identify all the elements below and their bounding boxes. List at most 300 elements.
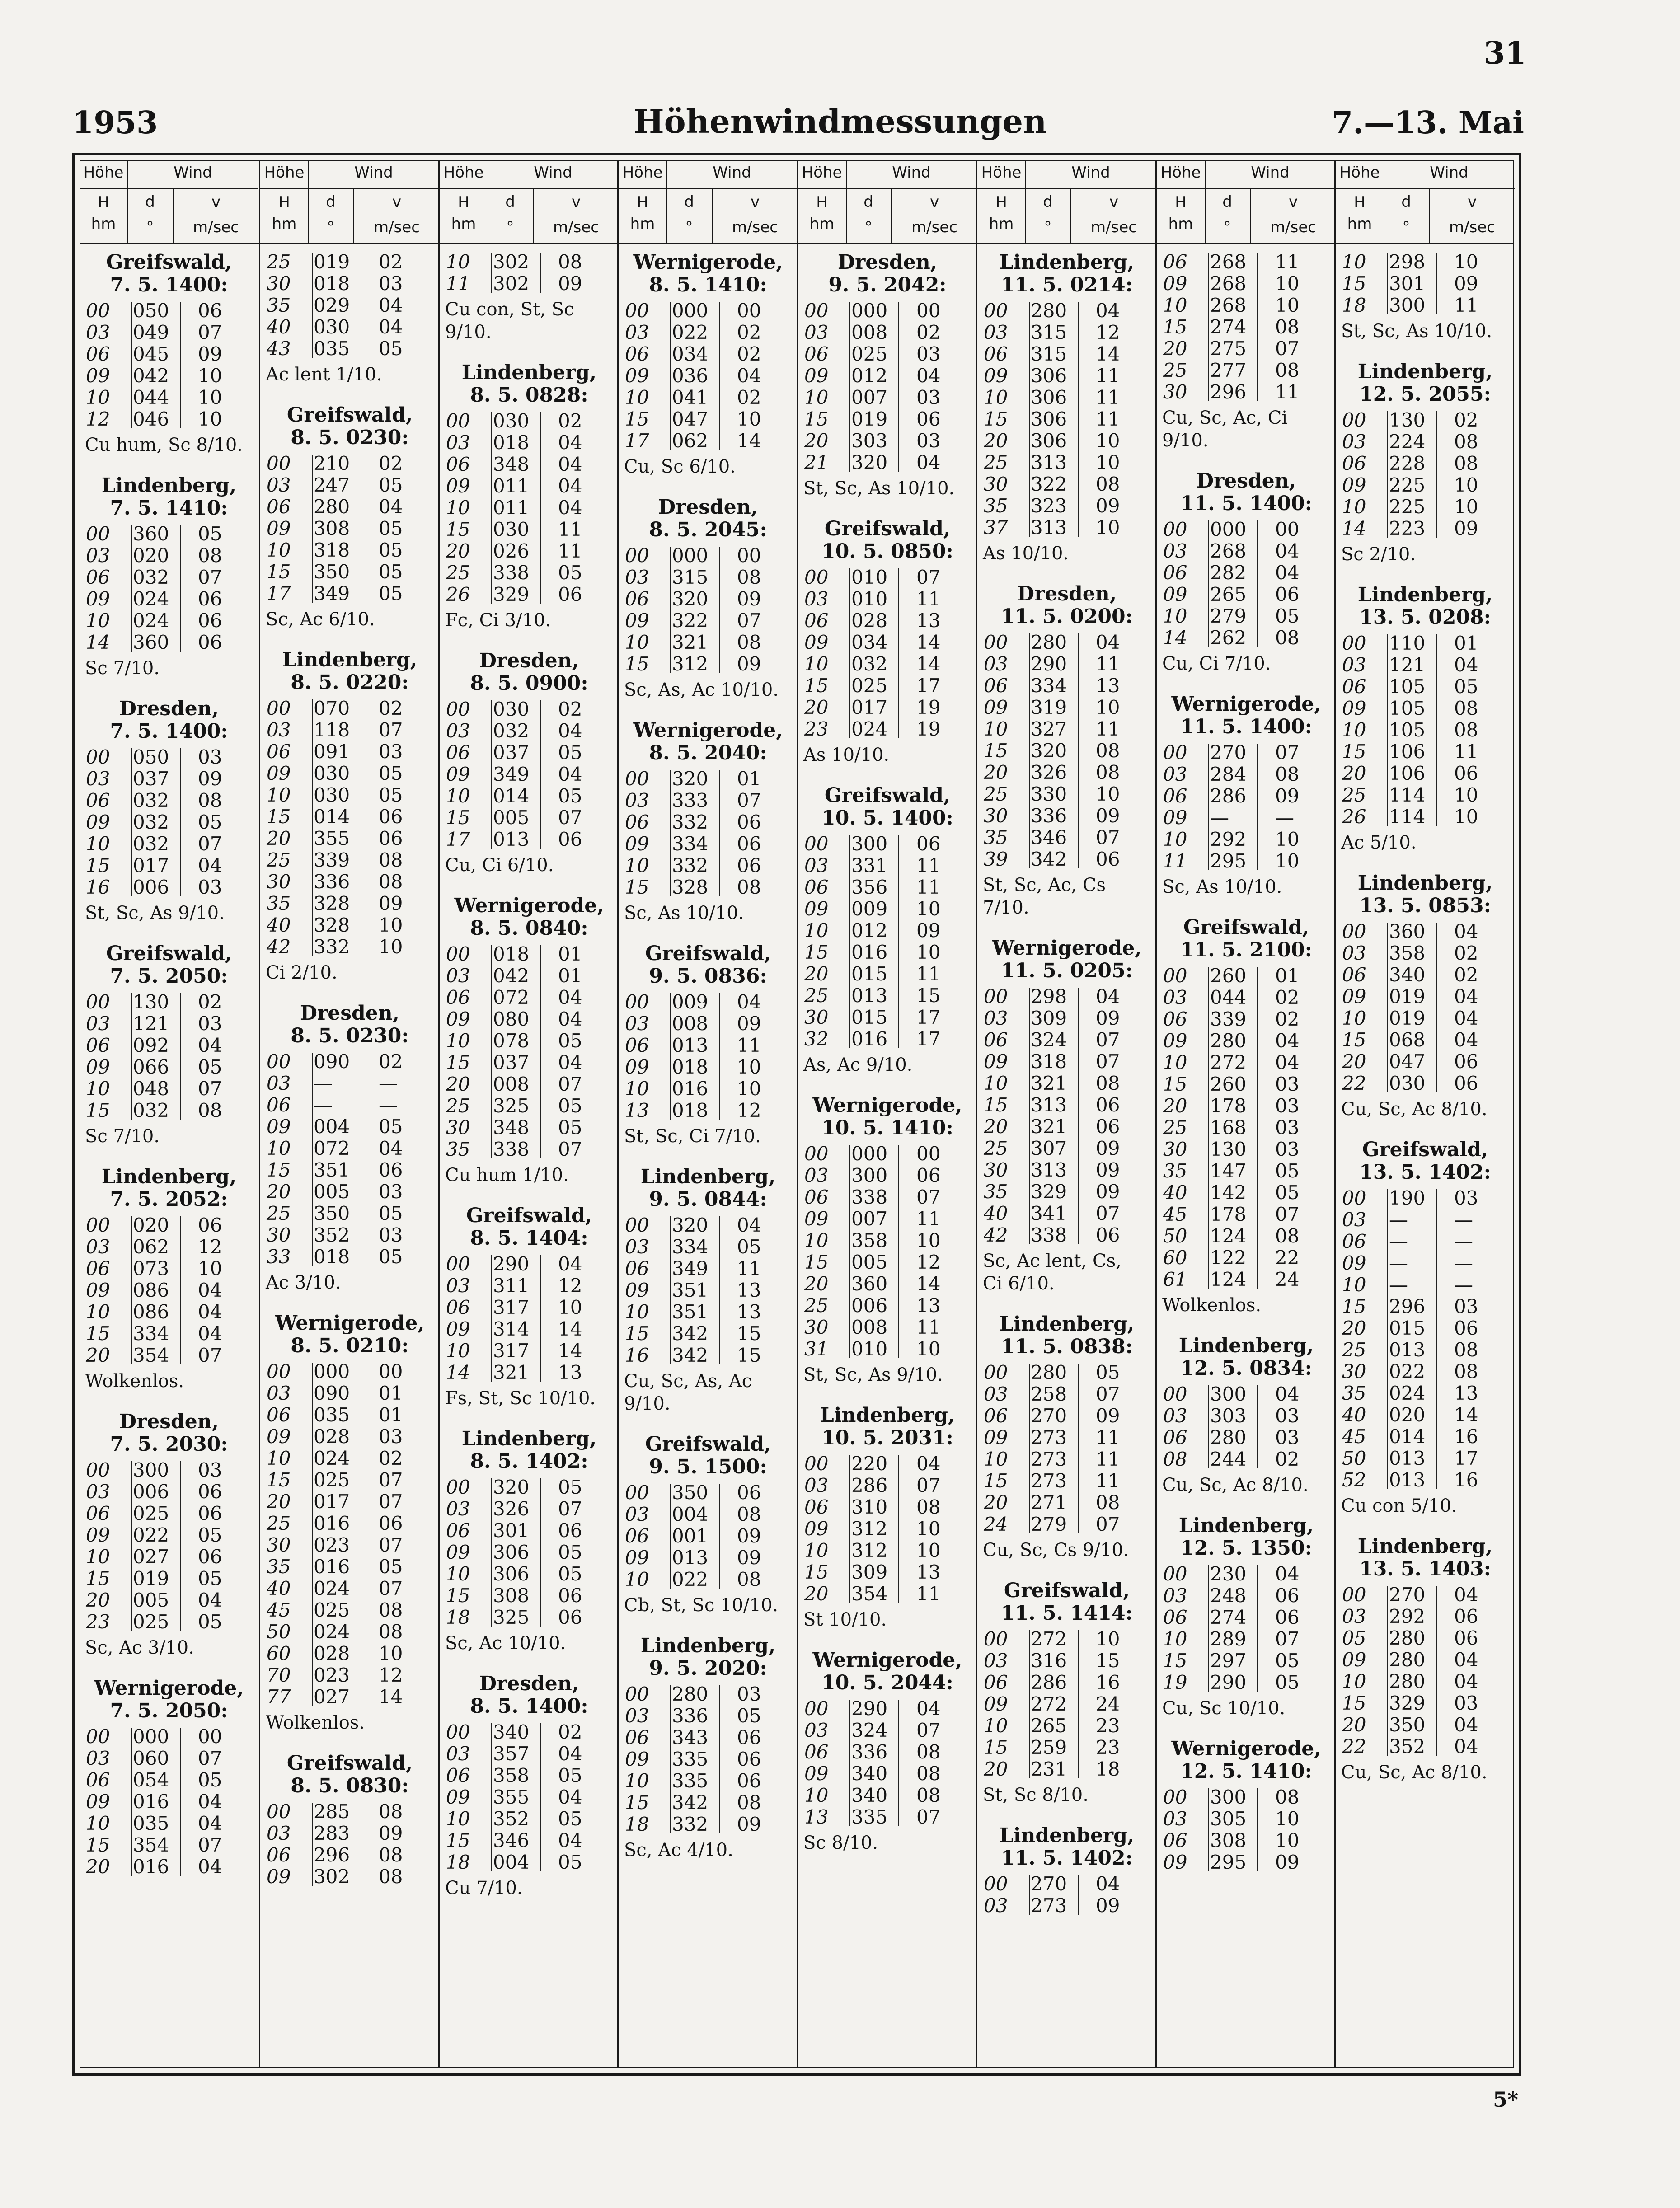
header-v: v bbox=[1109, 193, 1119, 211]
direction-cell: 020 bbox=[133, 1214, 169, 1236]
table-row bbox=[1336, 453, 1515, 474]
station-name: Wernigerode, bbox=[633, 251, 783, 274]
speed-cell: 06 bbox=[198, 588, 222, 610]
table-row bbox=[977, 1008, 1156, 1029]
speed-cell: — bbox=[1454, 1274, 1473, 1296]
table-row bbox=[798, 1165, 977, 1186]
table-row bbox=[619, 1727, 798, 1749]
table-row bbox=[1157, 987, 1336, 1008]
speed-cell: 04 bbox=[198, 1791, 222, 1813]
speed-cell: 06 bbox=[737, 854, 761, 877]
direction-cell: 339 bbox=[314, 849, 350, 871]
table-row bbox=[260, 1051, 439, 1073]
table-row bbox=[619, 1301, 798, 1323]
table-row bbox=[260, 871, 439, 893]
header-h: H bbox=[98, 193, 109, 211]
height-cell: 06 bbox=[804, 343, 829, 365]
direction-cell: 047 bbox=[672, 408, 709, 430]
height-cell: 03 bbox=[984, 1007, 1008, 1029]
row-divider bbox=[670, 770, 671, 896]
height-cell: 25 bbox=[267, 251, 291, 273]
row-divider bbox=[131, 993, 132, 1120]
height-cell: 40 bbox=[1342, 1404, 1366, 1426]
direction-cell: 259 bbox=[1031, 1736, 1067, 1758]
height-cell: 09 bbox=[267, 1866, 291, 1888]
height-cell: 00 bbox=[1163, 965, 1187, 987]
station-block bbox=[798, 1649, 977, 1853]
speed-cell: 05 bbox=[737, 1236, 761, 1258]
table-row bbox=[977, 1073, 1156, 1094]
direction-cell: 224 bbox=[1389, 431, 1426, 453]
table-row bbox=[440, 1808, 619, 1830]
header-wind: Wind bbox=[1071, 164, 1110, 182]
speed-cell: 08 bbox=[916, 1496, 941, 1518]
station-date-time: 8. 5. 0230: bbox=[291, 426, 409, 449]
direction-cell: 270 bbox=[1031, 1405, 1067, 1427]
height-cell: 03 bbox=[267, 719, 291, 741]
cloud-note: Sc, As 10/10. bbox=[624, 903, 744, 924]
speed-cell: 04 bbox=[1454, 1029, 1478, 1051]
row-divider bbox=[1208, 253, 1209, 401]
direction-cell: 306 bbox=[1031, 408, 1067, 430]
height-cell: 15 bbox=[86, 854, 110, 877]
cloud-note: Wolkenlos. bbox=[1162, 1295, 1262, 1316]
direction-cell: 022 bbox=[1389, 1360, 1426, 1383]
speed-cell: 02 bbox=[916, 321, 941, 343]
row-divider bbox=[719, 547, 720, 673]
table-row bbox=[977, 805, 1156, 827]
speed-cell: 10 bbox=[916, 1338, 941, 1360]
direction-cell: 333 bbox=[672, 789, 709, 811]
height-cell: 30 bbox=[446, 1116, 470, 1139]
direction-cell: 023 bbox=[314, 1534, 350, 1556]
direction-cell: 019 bbox=[1389, 1007, 1426, 1029]
speed-cell: 09 bbox=[1096, 1894, 1120, 1917]
height-cell: 10 bbox=[625, 1301, 649, 1323]
table-row bbox=[798, 632, 977, 653]
table-row bbox=[260, 295, 439, 316]
speed-cell: 15 bbox=[916, 984, 941, 1007]
height-cell: 03 bbox=[267, 474, 291, 496]
speed-cell: 08 bbox=[1275, 1225, 1300, 1247]
height-cell: 09 bbox=[984, 696, 1008, 718]
height-cell: 03 bbox=[625, 1236, 649, 1258]
speed-cell: 09 bbox=[737, 588, 761, 610]
direction-cell: 047 bbox=[1389, 1050, 1426, 1073]
speed-cell: 08 bbox=[1454, 719, 1478, 741]
direction-cell: 178 bbox=[1210, 1095, 1247, 1117]
row-divider bbox=[180, 993, 181, 1120]
direction-cell: 328 bbox=[314, 914, 350, 936]
speed-cell: 10 bbox=[1454, 251, 1478, 273]
header-h: H bbox=[1354, 193, 1366, 211]
cloud-note: Cu, Sc, Ac 8/10. bbox=[1162, 1475, 1309, 1495]
direction-cell: 019 bbox=[133, 1567, 169, 1589]
station-date-time: 7. 5. 1410: bbox=[110, 497, 228, 520]
table-row bbox=[1157, 1074, 1336, 1095]
speed-cell: 12 bbox=[558, 1275, 582, 1297]
station-name: Greifswald, bbox=[286, 1752, 413, 1775]
height-cell: 10 bbox=[86, 1078, 110, 1100]
table-row bbox=[1336, 295, 1515, 316]
height-cell: 10 bbox=[1163, 1051, 1187, 1074]
header-v: v bbox=[211, 193, 221, 211]
height-cell: 03 bbox=[804, 854, 829, 877]
station-date-time: 7. 5. 2052: bbox=[110, 1188, 228, 1211]
direction-cell: 014 bbox=[1389, 1425, 1426, 1448]
cloud-note: Cu, Sc 6/10. bbox=[624, 456, 736, 477]
height-cell: 15 bbox=[86, 1099, 110, 1121]
speed-cell: 04 bbox=[198, 1812, 222, 1834]
height-cell: 00 bbox=[1163, 741, 1187, 764]
direction-cell: 332 bbox=[672, 811, 709, 833]
table-row bbox=[1157, 1449, 1336, 1470]
height-cell: 06 bbox=[1342, 452, 1366, 474]
speed-cell: 01 bbox=[379, 1382, 403, 1404]
direction-cell: 248 bbox=[1210, 1585, 1247, 1607]
table-row bbox=[619, 1547, 798, 1569]
speed-cell: 11 bbox=[916, 854, 941, 877]
height-cell: 30 bbox=[984, 1159, 1008, 1181]
speed-cell: 06 bbox=[916, 1164, 941, 1186]
speed-cell: 03 bbox=[379, 1224, 403, 1246]
direction-cell: 045 bbox=[133, 343, 169, 365]
station-block bbox=[798, 1094, 977, 1385]
station-block bbox=[80, 251, 258, 455]
station-name: Greifswald, bbox=[106, 942, 232, 965]
height-cell: 09 bbox=[984, 365, 1008, 387]
table-row bbox=[80, 1834, 258, 1856]
table-row bbox=[440, 1253, 619, 1275]
direction-cell: 322 bbox=[1031, 473, 1067, 495]
direction-cell: 019 bbox=[314, 251, 350, 273]
speed-cell: 07 bbox=[198, 566, 222, 588]
row-divider bbox=[670, 302, 671, 450]
row-divider bbox=[312, 1363, 313, 1706]
height-cell: 15 bbox=[86, 1567, 110, 1589]
table-row bbox=[260, 561, 439, 583]
speed-cell: 10 bbox=[1454, 474, 1478, 496]
speed-cell: 05 bbox=[379, 1246, 403, 1268]
speed-cell: 06 bbox=[558, 1585, 582, 1607]
table-row bbox=[619, 588, 798, 610]
table-row bbox=[80, 790, 258, 811]
direction-cell: 247 bbox=[314, 474, 350, 496]
speed-cell: 11 bbox=[1096, 1470, 1120, 1492]
direction-cell: 292 bbox=[1210, 828, 1247, 850]
station-block bbox=[440, 1427, 619, 1654]
speed-cell: 04 bbox=[1454, 1007, 1478, 1029]
speed-cell: 08 bbox=[379, 849, 403, 871]
cloud-note: Cu, Sc, As, Ac 9/10. bbox=[624, 1371, 752, 1414]
table-row bbox=[977, 1094, 1156, 1116]
height-cell: 09 bbox=[804, 1518, 829, 1540]
row-divider bbox=[491, 700, 492, 849]
height-cell: 35 bbox=[984, 1181, 1008, 1203]
table-row bbox=[1336, 251, 1515, 273]
station-date-time: 8. 5. 1400: bbox=[470, 1695, 588, 1718]
header-d: d bbox=[326, 193, 336, 211]
station-date-time: 7. 5. 1400: bbox=[110, 720, 228, 743]
speed-cell: 11 bbox=[1454, 294, 1478, 316]
speed-cell: 06 bbox=[198, 1481, 222, 1503]
height-cell: 26 bbox=[1342, 806, 1366, 828]
header-h: H bbox=[637, 193, 648, 211]
height-cell: 23 bbox=[86, 1611, 110, 1633]
height-cell: 03 bbox=[1163, 540, 1187, 562]
height-cell: 00 bbox=[1342, 920, 1366, 942]
speed-cell: 10 bbox=[1275, 294, 1300, 316]
height-cell: 09 bbox=[804, 898, 829, 920]
table-row bbox=[798, 985, 977, 1007]
station-block bbox=[1157, 1514, 1336, 1719]
speed-cell: 03 bbox=[198, 1013, 222, 1035]
direction-cell: 013 bbox=[1389, 1447, 1426, 1469]
direction-cell: — bbox=[1210, 806, 1229, 829]
speed-cell: 01 bbox=[737, 768, 761, 790]
table-row bbox=[798, 675, 977, 697]
table-row bbox=[977, 322, 1156, 343]
height-cell: 40 bbox=[267, 914, 291, 936]
cloud-note: Sc, Ac lent, Cs, Ci 6/10. bbox=[983, 1251, 1122, 1294]
table-row bbox=[1336, 1187, 1515, 1209]
height-cell: 20 bbox=[1342, 1050, 1366, 1073]
height-cell: 03 bbox=[86, 321, 110, 343]
direction-cell: 277 bbox=[1210, 359, 1247, 381]
speed-cell: 11 bbox=[1096, 718, 1120, 740]
height-cell: 10 bbox=[804, 386, 829, 408]
speed-cell: 02 bbox=[1275, 986, 1300, 1008]
speed-cell: 03 bbox=[379, 1181, 403, 1203]
direction-cell: 300 bbox=[133, 1459, 169, 1481]
table-row bbox=[260, 1116, 439, 1138]
table-row bbox=[619, 1770, 798, 1792]
table-row bbox=[977, 697, 1156, 718]
direction-cell: 106 bbox=[1389, 762, 1426, 784]
row-divider bbox=[1029, 1364, 1030, 1533]
table-row bbox=[1157, 1808, 1336, 1830]
speed-cell: 07 bbox=[558, 806, 582, 829]
height-cell: 03 bbox=[446, 1498, 470, 1520]
speed-cell: 08 bbox=[379, 1599, 403, 1621]
direction-cell: 042 bbox=[133, 365, 169, 387]
height-cell: 20 bbox=[984, 1491, 1008, 1514]
direction-cell: 350 bbox=[314, 561, 350, 583]
table-row bbox=[80, 408, 258, 430]
height-cell: 20 bbox=[446, 540, 470, 562]
height-cell: 03 bbox=[1163, 1585, 1187, 1607]
direction-cell: — bbox=[314, 1094, 333, 1116]
direction-cell: 320 bbox=[672, 1214, 709, 1236]
table-row bbox=[80, 1280, 258, 1301]
table-row bbox=[798, 1583, 977, 1605]
height-cell: 10 bbox=[267, 539, 291, 561]
direction-cell: 275 bbox=[1210, 338, 1247, 360]
direction-cell: 341 bbox=[1031, 1202, 1067, 1224]
row-divider bbox=[491, 412, 492, 604]
station-date-time: 9. 5. 0836: bbox=[649, 965, 767, 988]
height-cell: 09 bbox=[1163, 806, 1187, 829]
height-cell: 77 bbox=[267, 1686, 291, 1708]
height-cell: 09 bbox=[1342, 1649, 1366, 1671]
speed-cell: 07 bbox=[916, 566, 941, 588]
column-header bbox=[80, 160, 258, 243]
height-cell: 17 bbox=[446, 828, 470, 850]
station-name: Wernigerode, bbox=[1171, 693, 1321, 716]
height-cell: 03 bbox=[625, 1503, 649, 1525]
table-row bbox=[977, 408, 1156, 430]
direction-cell: 034 bbox=[672, 343, 709, 365]
direction-cell: 016 bbox=[851, 941, 888, 963]
speed-cell: 04 bbox=[379, 316, 403, 338]
height-cell: 13 bbox=[804, 1806, 829, 1828]
table-row bbox=[977, 1138, 1156, 1159]
table-row bbox=[798, 1496, 977, 1518]
direction-cell: 290 bbox=[1031, 653, 1067, 675]
row-divider bbox=[540, 700, 541, 849]
direction-cell: 105 bbox=[1389, 719, 1426, 741]
height-cell: 30 bbox=[267, 272, 291, 295]
row-divider bbox=[180, 1728, 181, 1876]
speed-cell: 11 bbox=[558, 540, 582, 562]
height-cell: 10 bbox=[86, 1301, 110, 1323]
height-cell: 25 bbox=[267, 1202, 291, 1224]
height-cell: 40 bbox=[984, 1202, 1008, 1224]
table-row bbox=[977, 1159, 1156, 1181]
direction-cell: 326 bbox=[1031, 761, 1067, 783]
page-footer-mark: 5* bbox=[1492, 2087, 1518, 2112]
table-row bbox=[977, 718, 1156, 740]
row-divider bbox=[491, 1723, 492, 1871]
speed-cell: 07 bbox=[1096, 1202, 1120, 1224]
row-divider bbox=[849, 1455, 850, 1603]
direction-cell: 035 bbox=[314, 338, 350, 360]
direction-cell: 280 bbox=[1031, 300, 1067, 322]
direction-cell: 320 bbox=[493, 1476, 530, 1498]
speed-cell: 09 bbox=[737, 1013, 761, 1035]
station-date-time: 12. 5. 1410: bbox=[1180, 1760, 1312, 1783]
speed-cell: 04 bbox=[558, 1743, 582, 1765]
station-name: Lindenberg, bbox=[640, 1634, 776, 1657]
height-cell: 06 bbox=[446, 1764, 470, 1786]
height-cell: 30 bbox=[804, 1006, 829, 1028]
row-divider bbox=[1436, 1189, 1437, 1489]
table-row bbox=[619, 1683, 798, 1705]
height-cell: 03 bbox=[984, 1383, 1008, 1405]
speed-cell: 04 bbox=[558, 1829, 582, 1852]
direction-cell: 300 bbox=[851, 833, 888, 855]
speed-cell: 07 bbox=[198, 321, 222, 343]
speed-cell: 02 bbox=[379, 1050, 403, 1073]
speed-cell: 10 bbox=[737, 1056, 761, 1078]
speed-cell: 05 bbox=[558, 562, 582, 584]
header-hohe: Höhe bbox=[1339, 164, 1380, 182]
direction-cell: 230 bbox=[1210, 1563, 1247, 1585]
height-cell: 20 bbox=[86, 1344, 110, 1366]
row-divider bbox=[491, 253, 492, 293]
height-cell: 06 bbox=[804, 609, 829, 632]
direction-cell: 001 bbox=[672, 1525, 709, 1547]
table-row bbox=[619, 1705, 798, 1727]
height-cell: 30 bbox=[984, 805, 1008, 827]
direction-cell: 044 bbox=[133, 386, 169, 408]
table-row bbox=[1336, 964, 1515, 986]
header-h: H bbox=[816, 193, 828, 211]
height-cell: 10 bbox=[984, 1072, 1008, 1094]
direction-cell: 029 bbox=[314, 294, 350, 316]
speed-cell: 05 bbox=[379, 517, 403, 539]
direction-cell: 228 bbox=[1389, 452, 1426, 474]
table-row bbox=[260, 806, 439, 828]
speed-cell: 03 bbox=[737, 1683, 761, 1705]
speed-cell: 09 bbox=[1096, 1181, 1120, 1203]
height-cell: 25 bbox=[1342, 784, 1366, 806]
station-date-time: 12. 5. 0834: bbox=[1180, 1357, 1312, 1380]
direction-cell: 086 bbox=[133, 1301, 169, 1323]
station-date-time: 7. 5. 2050: bbox=[110, 1699, 228, 1722]
row-divider bbox=[670, 547, 671, 673]
speed-cell: 02 bbox=[737, 386, 761, 408]
speed-cell: 09 bbox=[1096, 1159, 1120, 1181]
height-cell: 09 bbox=[1342, 985, 1366, 1008]
row-divider bbox=[312, 1053, 313, 1266]
row-divider bbox=[1029, 1630, 1030, 1778]
table-row bbox=[260, 1138, 439, 1159]
station-block bbox=[619, 251, 798, 477]
speed-cell: 07 bbox=[1096, 1029, 1120, 1051]
table-row bbox=[1336, 1383, 1515, 1404]
table-row bbox=[1336, 698, 1515, 719]
speed-cell: 02 bbox=[737, 321, 761, 343]
row-divider bbox=[131, 1216, 132, 1364]
direction-cell: 024 bbox=[314, 1621, 350, 1643]
cloud-note: Sc 8/10. bbox=[803, 1833, 878, 1853]
table-row bbox=[619, 811, 798, 833]
speed-cell: 06 bbox=[1096, 848, 1120, 870]
table-row bbox=[1336, 1606, 1515, 1627]
direction-cell: 037 bbox=[133, 768, 169, 790]
row-divider bbox=[849, 1700, 850, 1826]
row-divider bbox=[1078, 302, 1079, 537]
direction-cell: 306 bbox=[1031, 430, 1067, 452]
speed-cell: — bbox=[379, 1094, 398, 1116]
station-block bbox=[440, 649, 619, 876]
height-cell: 15 bbox=[804, 1251, 829, 1273]
table-row bbox=[1157, 562, 1336, 584]
speed-cell: 02 bbox=[1275, 1008, 1300, 1030]
speed-cell: 14 bbox=[1096, 343, 1120, 365]
table-row bbox=[260, 1159, 439, 1181]
table-row bbox=[1336, 474, 1515, 496]
table-row bbox=[1336, 1426, 1515, 1448]
direction-cell: 130 bbox=[1389, 409, 1426, 431]
height-cell: 06 bbox=[86, 343, 110, 365]
height-cell: 06 bbox=[625, 1726, 649, 1749]
direction-cell: 270 bbox=[1210, 741, 1247, 764]
row-divider bbox=[540, 1478, 541, 1627]
table-row bbox=[798, 1453, 977, 1475]
direction-cell: 006 bbox=[133, 876, 169, 898]
direction-cell: 351 bbox=[672, 1279, 709, 1301]
table-row bbox=[1336, 1029, 1515, 1051]
table-row bbox=[619, 322, 798, 343]
table-row bbox=[1336, 1627, 1515, 1649]
header-deg: ° bbox=[1402, 218, 1410, 236]
table-row bbox=[80, 1078, 258, 1100]
direction-cell: 336 bbox=[672, 1705, 709, 1727]
direction-cell: 350 bbox=[314, 1202, 350, 1224]
height-cell: 42 bbox=[984, 1224, 1008, 1246]
